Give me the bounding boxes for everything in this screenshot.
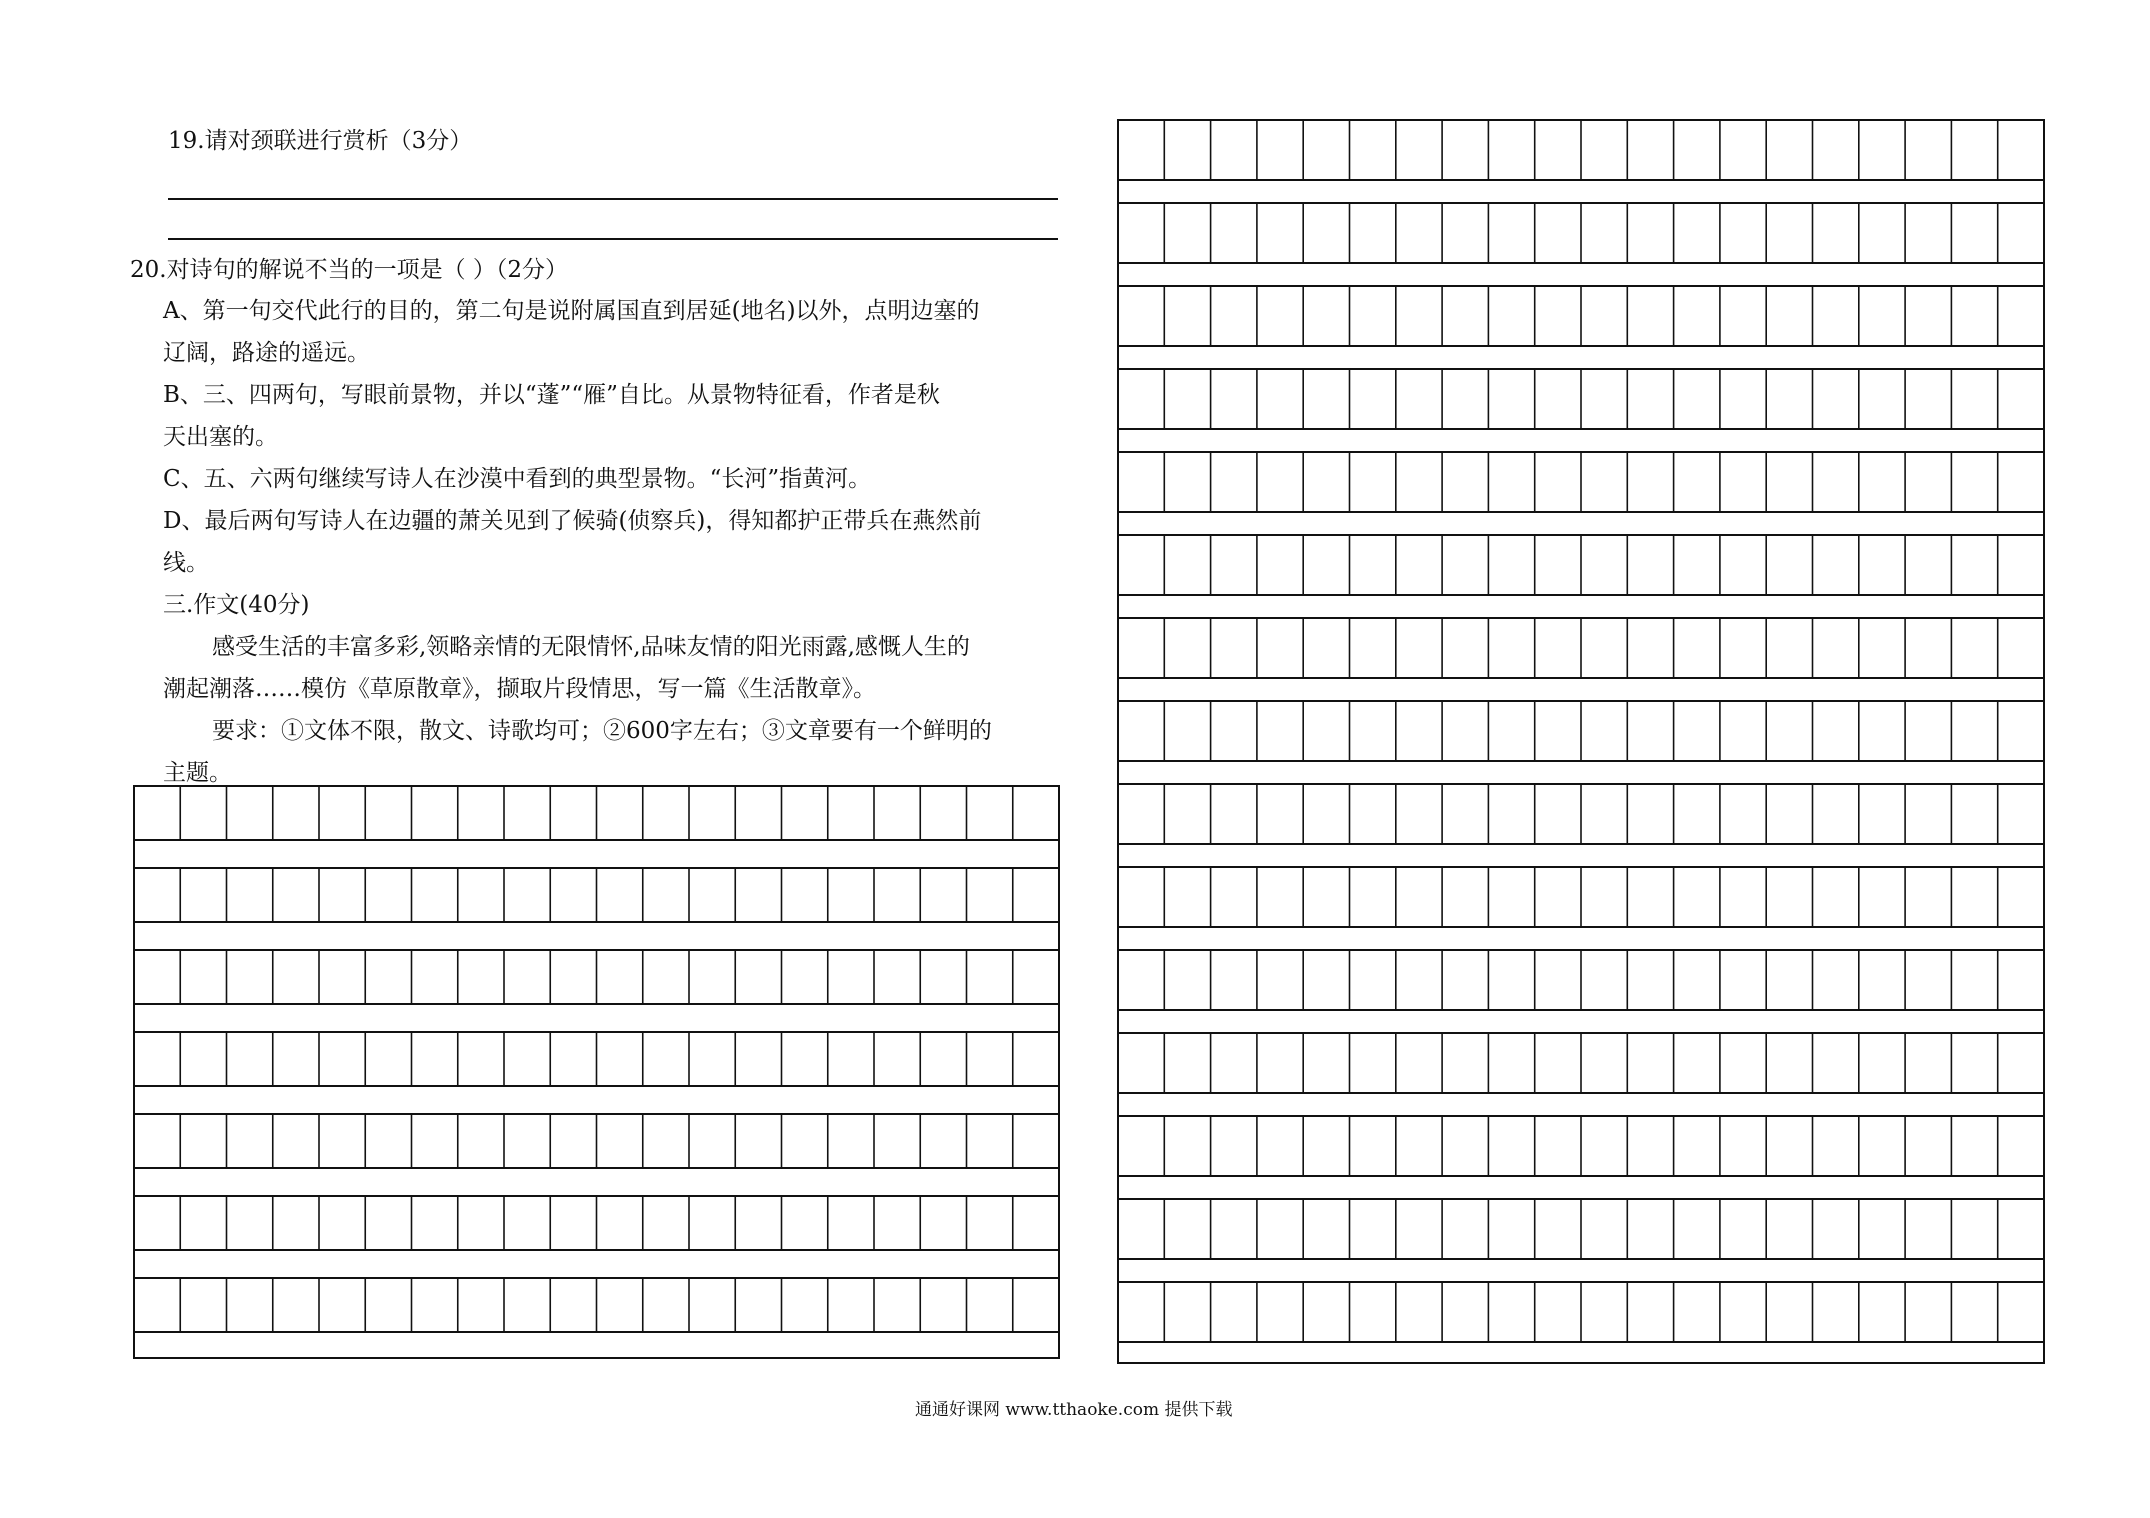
answer-line-2 <box>168 238 1058 240</box>
question-20-option-a-line1: A、第一句交代此行的目的，第二句是说附属国直到居延(地名)以外，点明边塞的 <box>163 298 980 324</box>
question-20-option-d-line1: D、最后两句写诗人在边疆的萧关见到了候骑(侦察兵)，得知都护正带兵在燕然前 <box>163 508 982 534</box>
writing-grid-left[interactable] <box>133 785 1060 1360</box>
answer-line-1 <box>168 198 1058 200</box>
question-20-option-c: C、五、六两句继续写诗人在沙漠中看到的典型景物。“长河”指黄河。 <box>163 466 872 492</box>
composition-heading: 三.作文(40分) <box>163 592 310 618</box>
composition-prompt-line4: 主题。 <box>163 760 232 786</box>
question-19-prompt: 19.请对颈联进行赏析（3分） <box>168 128 473 154</box>
question-20-option-d-line2: 线。 <box>163 550 209 576</box>
composition-prompt-line1: 感受生活的丰富多彩,领略亲情的无限情怀,品味友情的阳光雨露,感慨人生的 <box>212 634 970 660</box>
question-20-prompt: 20.对诗句的解说不当的一项是（ ）（2分） <box>130 257 569 283</box>
question-20-option-a-line2: 辽阔，路途的遥远。 <box>163 340 370 366</box>
composition-prompt-line2: 潮起潮落……模仿《草原散章》，撷取片段情思，写一篇《生活散章》。 <box>163 676 876 702</box>
writing-grid-right[interactable] <box>1117 119 2045 1366</box>
question-20-option-b-line1: B、三、四两句，写眼前景物，并以“蓬”“雁”自比。从景物特征看，作者是秋 <box>163 382 940 408</box>
composition-prompt-line3: 要求：①文体不限，散文、诗歌均可；②600字左右；③文章要有一个鲜明的 <box>212 718 992 744</box>
question-20-option-b-line2: 天出塞的。 <box>163 424 278 450</box>
footer-source: 通通好课网 www.tthaoke.com 提供下载 <box>915 1400 1233 1420</box>
